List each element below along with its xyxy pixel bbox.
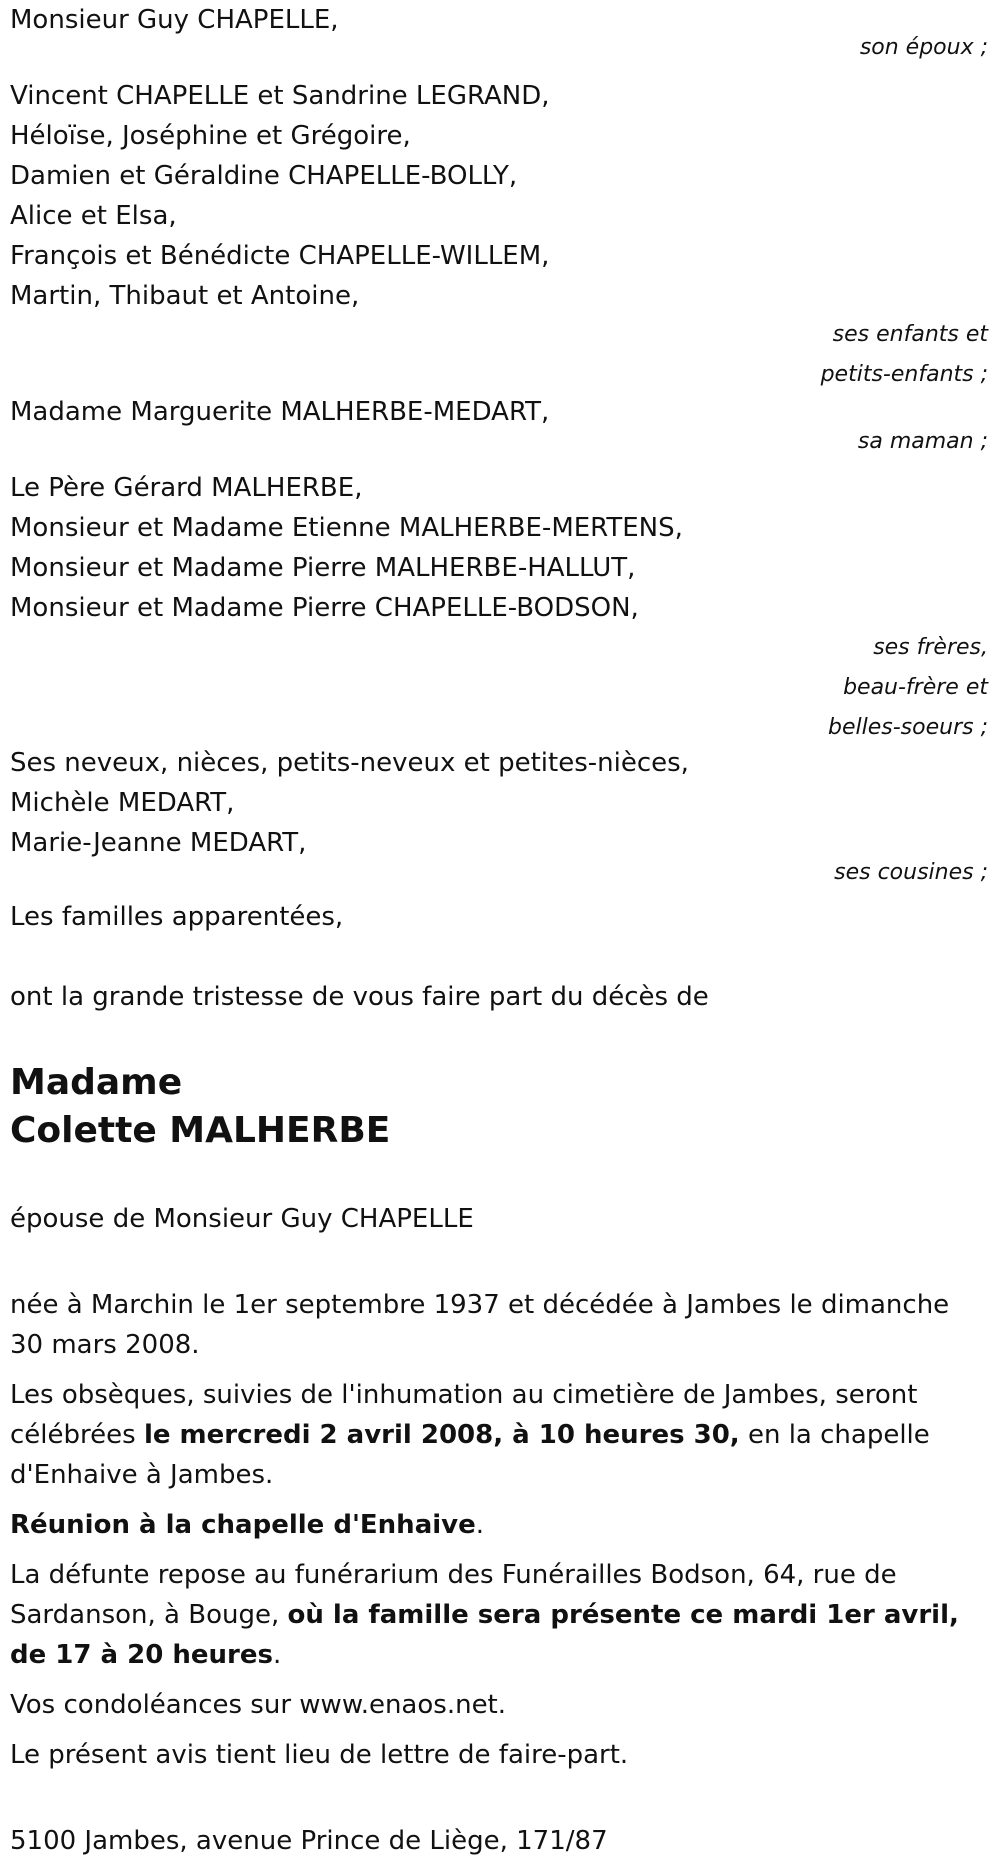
- family-name-line: Monsieur et Madame Etienne MALHERBE-MERTENS,: [10, 513, 683, 543]
- meeting-paragraph: [10, 1505, 988, 1545]
- relation-label: sa maman ;: [857, 429, 988, 454]
- meeting-bold: Réunion à la chapelle d'Enhaive: [10, 1510, 476, 1540]
- family-name-line: Monsieur et Madame Pierre MALHERBE-HALLUT,: [10, 553, 636, 583]
- family-name-line: Madame Marguerite MALHERBE-MEDART,: [10, 397, 550, 427]
- repose-period: .: [272, 1640, 282, 1670]
- deceased-name: Colette MALHERBE: [10, 1110, 391, 1151]
- obituary-document: [10, 0, 988, 1861]
- relation-label: beau-frère et: [843, 675, 988, 700]
- address-line: 5100 Jambes, avenue Prince de Liège, 171/87: [10, 1826, 608, 1856]
- repose-bold: où la famille sera présente ce mardi 1er avril, de 17 à 20 heures: [10, 1600, 959, 1670]
- family-name-line: François et Bénédicte CHAPELLE-WILLEM,: [10, 241, 550, 271]
- family-name-line: Les familles apparentées,: [10, 902, 344, 932]
- repose-paragraph: [10, 1555, 988, 1675]
- funeral-paragraph: [10, 1375, 988, 1495]
- family-group-spouse: [10, 0, 988, 68]
- funeral-place-text: en la chapelle d'Enhaive à Jambes.: [10, 1420, 930, 1490]
- family-group-siblings: [10, 468, 988, 748]
- family-group-cousins: [10, 743, 988, 893]
- family-name-line: Alice et Elsa,: [10, 201, 177, 231]
- family-name-line: Le Père Gérard MALHERBE,: [10, 473, 363, 503]
- family-name-line: Michèle MEDART,: [10, 788, 235, 818]
- family-name-line: Vincent CHAPELLE et Sandrine LEGRAND,: [10, 81, 550, 111]
- announcement-text: ont la grande tristesse de vous faire part du décès de: [10, 982, 709, 1012]
- family-name-line: Ses neveux, nièces, petits-neveux et petites-nièces,: [10, 748, 689, 778]
- family-group-relatives: [10, 897, 988, 937]
- relation-label: son époux ;: [859, 35, 988, 60]
- family-group-mother: [10, 392, 988, 462]
- notice-paragraph: Le présent avis tient lieu de lettre de faire-part.: [10, 1740, 629, 1770]
- family-name-line: Marie-Jeanne MEDART,: [10, 828, 307, 858]
- relation-label: ses enfants et: [832, 322, 988, 347]
- condolences-paragraph: Vos condoléances sur www.enaos.net.: [10, 1690, 507, 1720]
- spouse-line: épouse de Monsieur Guy CHAPELLE: [10, 1204, 474, 1234]
- funeral-text: Les obsèques, suivies de l'inhumation au cimetière de Jambes, seront célébrées: [10, 1380, 918, 1450]
- relation-label: ses cousines ;: [834, 860, 988, 885]
- family-name-line: Héloïse, Joséphine et Grégoire,: [10, 121, 411, 151]
- family-group-children: [10, 76, 988, 395]
- funeral-date-bold: le mercredi 2 avril 2008, à 10 heures 30,: [143, 1420, 740, 1450]
- repose-text: La défunte repose au funérarium des Funérailles Bodson, 64, rue de Sardanson, à Bouge,: [10, 1560, 897, 1630]
- birth-death-paragraph: née à Marchin le 1er septembre 1937 et décédée à Jambes le dimanche 30 mars 2008.: [10, 1290, 950, 1360]
- family-name-line: Damien et Géraldine CHAPELLE-BOLLY,: [10, 161, 518, 191]
- family-name-line: Martin, Thibaut et Antoine,: [10, 281, 360, 311]
- relation-label: belles-soeurs ;: [828, 715, 988, 740]
- family-name-line: Monsieur Guy CHAPELLE,: [10, 5, 339, 35]
- family-name-line: Monsieur et Madame Pierre CHAPELLE-BODSON,: [10, 593, 639, 623]
- relation-label: petits-enfants ;: [820, 362, 988, 387]
- deceased-title: Madame: [10, 1062, 183, 1103]
- relation-label: ses frères,: [873, 635, 988, 660]
- meeting-period: .: [475, 1510, 484, 1540]
